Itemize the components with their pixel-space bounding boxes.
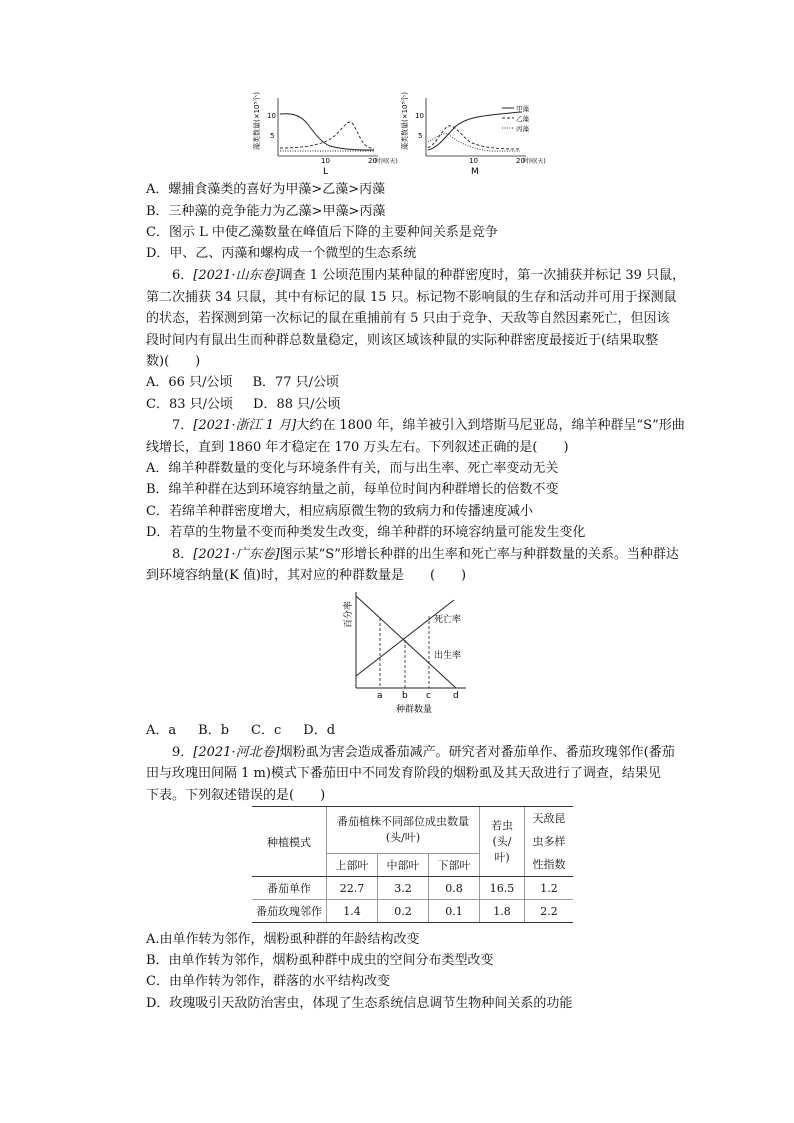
q8-number: 8．: [172, 547, 194, 562]
q9-th-mode: 种植模式: [252, 807, 327, 877]
q9-th-nymph: 若虫(头/叶): [480, 807, 525, 877]
q8-xtick-d: d: [453, 691, 459, 701]
q8-xtick-a: a: [377, 691, 383, 701]
q9-row2-nymph: 1.8: [480, 900, 525, 923]
q7-option-c: C．若绵羊种群密度增大，相应病原微生物的致病力和传播速度减小: [146, 504, 533, 519]
q7-source: [2021·浙江 1 月]: [193, 418, 297, 433]
q9-row2-upper: 1.4: [327, 900, 378, 923]
q9-option-d: D．玫瑰吸引天敌防治害虫，体现了生态系统信息调节生物种间关系的功能: [146, 996, 573, 1011]
panel-m-xtick-10: 10: [469, 157, 478, 165]
q9-row2-middle: 0.2: [378, 900, 429, 923]
q6-source: [2021·山东卷]: [193, 268, 280, 283]
q6-line-4: 段时间内有鼠出生而种群总数量稳定，则该区域该种鼠的实际种群密度最接近于(结果取整: [146, 333, 659, 348]
q8-birth-label: 出生率: [434, 651, 462, 661]
q8-chart: [336, 588, 476, 716]
q6-line-5: 数)( ): [146, 354, 201, 369]
panel-l: [252, 92, 398, 177]
q6-option-b: B．77 只/公顷: [252, 375, 340, 390]
q8-option-a: A．a: [146, 723, 177, 738]
panel-m-ytick-5: 5: [418, 132, 423, 140]
panel-m-xlabel: 时间(天): [523, 158, 546, 165]
panel-m-label: M: [471, 167, 479, 177]
q5-option-d: D．甲、乙、丙藻和螺构成一个微型的生态系统: [146, 246, 417, 261]
q9-text-1: 烟粉虱为害会造成番茄减产。研究者对番茄单作、番茄玫瑰邻作(番茄: [279, 745, 675, 760]
q6-options-row-2: [146, 395, 341, 415]
legend-yi: 乙藻: [516, 115, 529, 123]
q8-source: [2021·广东卷]: [193, 547, 280, 562]
panel-l-label: L: [323, 167, 329, 177]
q9-option-a: A.由单作转为邻作，烟粉虱种群的年龄结构改变: [146, 932, 420, 947]
q9-row1-mode: 番茄单作: [252, 877, 327, 900]
q6-number: 6．: [172, 268, 194, 283]
q7-number: 7．: [172, 418, 194, 433]
panel-m-series-yi: [428, 126, 520, 149]
q9-th-upper: 上部叶: [327, 854, 378, 877]
q6-line-2: 第二次捕获 34 只鼠，其中有标记的鼠 15 只。标记物不影响鼠的生存和活动并可用于探测鼠: [146, 290, 677, 305]
q9-source: [2021·河北卷]: [193, 745, 280, 760]
panel-m: [400, 92, 546, 177]
q5-option-c: C．图示 L 中使乙藻数量在峰值后下降的主要种间关系是竞争: [146, 225, 498, 240]
q6-option-d: D．88 只/公顷: [253, 397, 341, 412]
table-row: [252, 900, 573, 923]
q9-row1-nymph: 16.5: [480, 877, 525, 900]
q6-line-1: [146, 266, 685, 286]
q8-option-d: D．d: [303, 723, 336, 738]
q9-table: [252, 806, 573, 923]
q9-row1-diversity: 1.2: [525, 877, 574, 900]
q7-option-a: A．绵羊种群数量的变化与环境条件有关，而与出生率、死亡率变动无关: [146, 461, 559, 476]
panel-l-ytick-5: 5: [270, 132, 275, 140]
q9-th-middle: 中部叶: [378, 854, 429, 877]
q9-th-adult: 番茄植株不同部位成虫数量(头/叶): [327, 807, 480, 854]
q9-option-b: B．由单作转为邻作，烟粉虱种群中成虫的空间分布类型改变: [146, 953, 494, 968]
q9-option-c: C．由单作转为邻作，群落的水平结构改变: [146, 974, 390, 989]
q8-text-1: 图示某“S”形增长种群的出生率和死亡率与种群数量的关系。当种群达: [279, 547, 679, 562]
q8-chart-ylabel: 百分率: [344, 600, 354, 628]
q9-row2-mode: 番茄玫瑰邻作: [252, 900, 327, 923]
q6-line-3: 的状态，若探测到第一次标记的鼠在重捕前有 5 只由于竞争、天敌等自然因素死亡，但因该: [146, 311, 670, 326]
q9-row1-lower: 0.8: [429, 877, 480, 900]
legend-jia: 甲藻: [516, 105, 529, 113]
q7-option-b: B．绵羊种群在达到环境容纳量之前，每单位时间内种群增长的倍数不变: [146, 482, 559, 497]
q7-text-1: 大约在 1800 年，绵羊被引入到塔斯马尼亚岛，绵羊种群呈“S”形曲: [296, 418, 685, 433]
q8-xtick-b: b: [402, 691, 408, 701]
panel-m-xtick-20: 20: [516, 157, 525, 165]
q8-xtick-c: c: [426, 691, 431, 701]
q8-option-b: B．b: [198, 723, 230, 738]
q8-option-c: C．c: [251, 723, 282, 738]
q6-option-c: C．83 只/公顷: [146, 397, 234, 412]
q6-options-row-1: [146, 373, 339, 393]
q7-line-1: [146, 416, 685, 436]
q9-th-lower: 下部叶: [429, 854, 480, 877]
legend-bing: 丙藻: [516, 125, 529, 133]
figure-lm: [250, 92, 550, 178]
panel-l-xtick-20: 20: [368, 157, 377, 165]
q8-death-line: [356, 600, 454, 676]
q6-option-a: A．66 只/公顷: [146, 375, 233, 390]
panel-m-ytick-10: 10: [415, 112, 424, 120]
q9-number: 9．: [172, 745, 194, 760]
panel-l-ytick-10: 10: [267, 112, 276, 120]
q8-line-1: [146, 545, 679, 565]
q9-row1-middle: 3.2: [378, 877, 429, 900]
q8-chart-xlabel: 种群数量: [396, 705, 433, 715]
panel-l-xlabel: 时间(天): [375, 158, 398, 165]
panel-l-series-jia: [280, 114, 374, 150]
q9-line-1: [146, 743, 675, 763]
q9-th-diversity: 天敌昆虫多样性指数: [525, 807, 574, 877]
q5-option-b: B．三种藻的竞争能力为乙藻>甲藻>丙藻: [146, 204, 386, 219]
q9-line-2: 田与玫瑰田间隔 1 m)模式下番茄田中不同发育阶段的烟粉虱及其天敌进行了调查，结果见: [146, 766, 661, 781]
q9-line-3: 下表。下列叙述错误的是( ): [146, 788, 326, 803]
table-row: [252, 877, 573, 900]
q8-line-2: 到环境容纳量(K 值)时，其对应的种群数量是 ( ): [146, 568, 467, 583]
q7-line-2: 线增长，直到 1860 年才稳定在 170 万头左右。下列叙述正确的是( ): [146, 440, 569, 455]
q6-text-1: 调查 1 公顷范围内某种鼠的种群密度时，第一次捕获并标记 39 只鼠，: [279, 268, 685, 283]
panel-l-ylabel: 藻类数量(×10⁵个): [253, 92, 261, 150]
q8-death-label: 死亡率: [434, 615, 462, 625]
panel-m-ylabel: 藻类数量(×10⁵个): [401, 92, 409, 150]
q7-option-d: D．若草的生物量不变而种类发生改变，绵羊种群的环境容纳量可能发生变化: [146, 525, 586, 540]
q9-row2-diversity: 2.2: [525, 900, 574, 923]
q8-options: [146, 721, 335, 741]
q9-row1-upper: 22.7: [327, 877, 378, 900]
q9-row2-lower: 0.1: [429, 900, 480, 923]
panel-l-xtick-10: 10: [321, 157, 330, 165]
q5-option-a: A．螺捕食藻类的喜好为甲藻>乙藻>丙藻: [146, 182, 386, 197]
